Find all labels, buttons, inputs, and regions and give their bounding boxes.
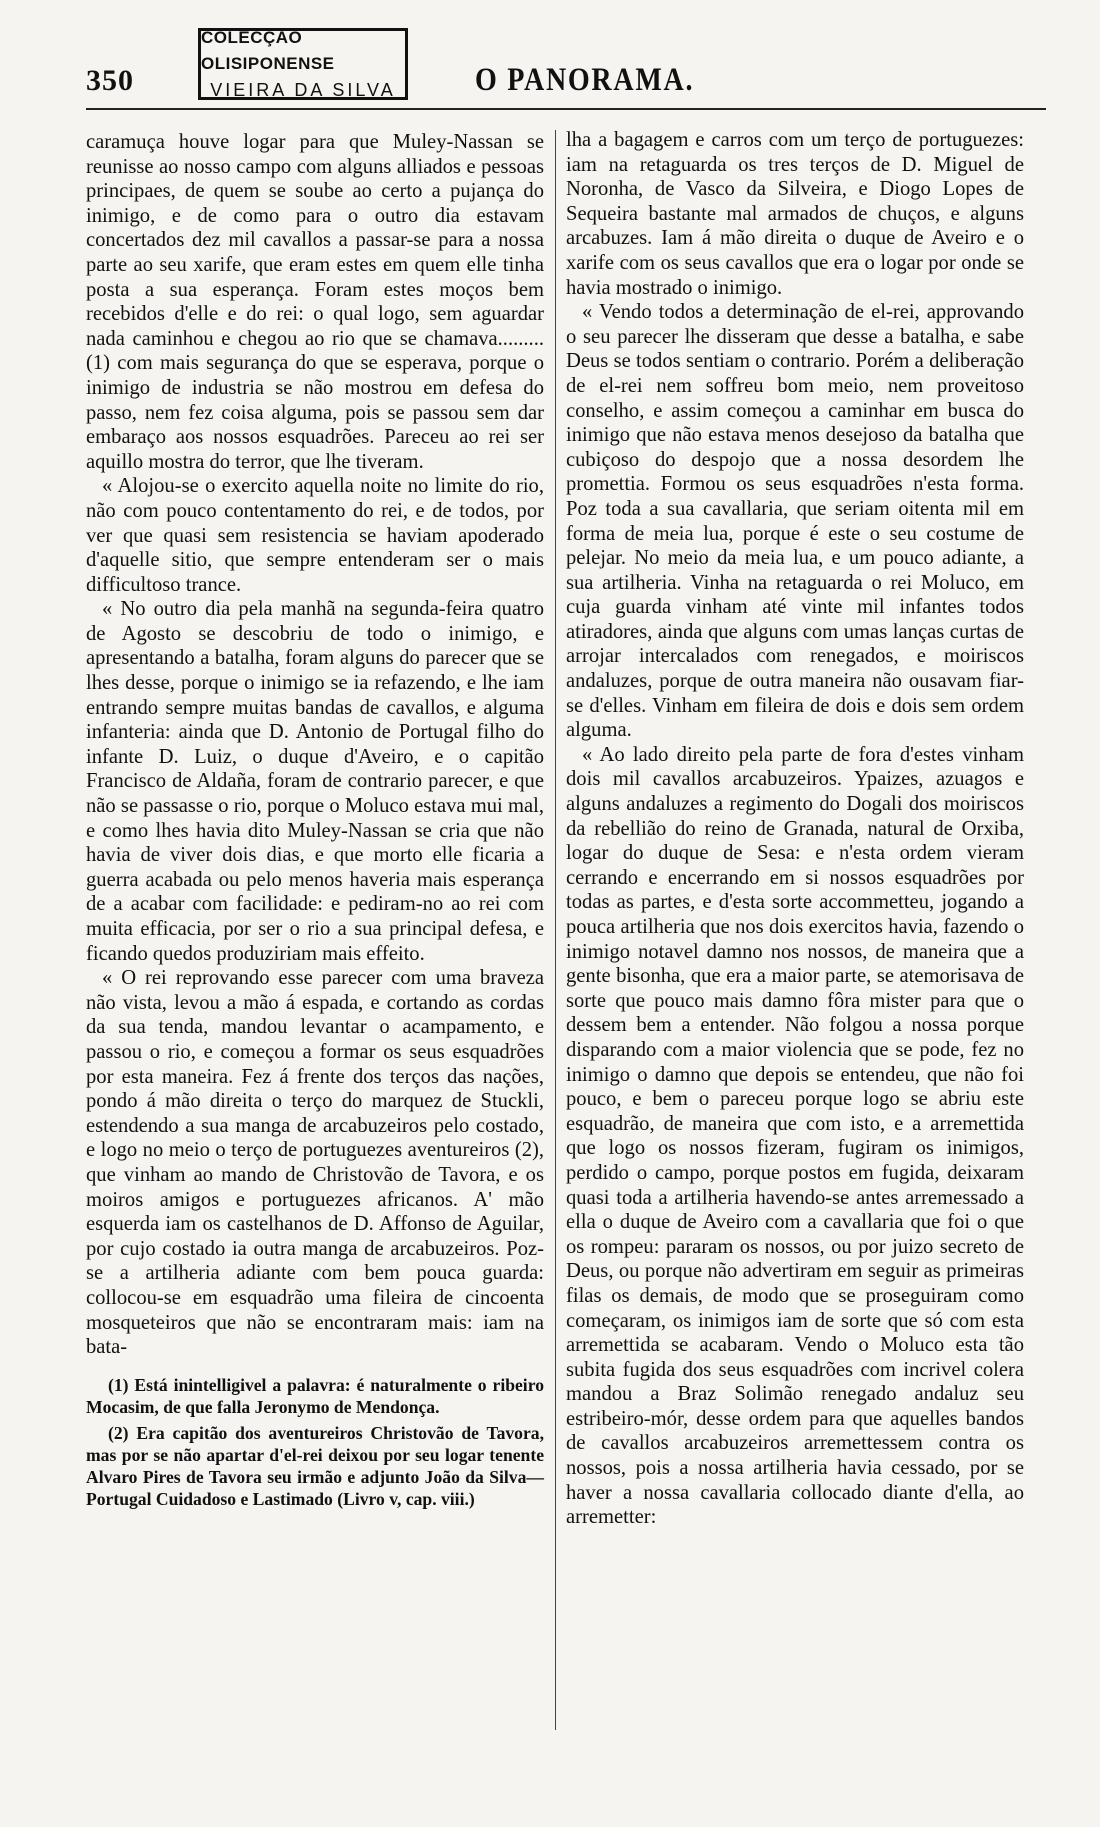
page-number: 350 [86, 64, 134, 97]
right-paragraph-2: « Vendo todos a determinação de el-rei, approvando o seu parecer lhe disseram que desse a batalha, e sabe Deus se todos sentiam o contrario. Porém a deliberação de el-rei nem soffreu bom meio, nem proveitoso conselho, e assim começou a caminhar em busca do inimigo que não estava menos desejoso da batalha que cubiçoso do despojo que a nossa desordem lhe promettia. Formou os seus esquadrões n'esta forma. Poz toda a sua cavallaria, que seriam oitenta mil em forma de meia lua, porque é este o seu costume de pelejar. No meio da meia lua, e um pouco adiante, a sua artilheria. Vinha na retaguarda o rei Moluco, em cuja guarda vinham até vinte mil infantes todos atiradores, ainda que alguns com umas lanças curtas de arrojar intercalados com renegados, e moiriscos andaluzes, porque de outra maneira não ousavam fiar-se d'elles. Vinham em fileira de dois e dois sem ordem alguma. [566, 301, 1024, 742]
footnote-1: (1) Está inintelligivel a palavra: é naturalmente o ribeiro Mocasim, de que falla Jeronymo de Mendonça. [86, 1374, 544, 1417]
stamp-line-2: VIEIRA DA SILVA [210, 80, 396, 100]
left-paragraph-4: « O rei reprovando esse parecer com uma braveza não vista, levou a mão á espada, e cortando as cordas da sua tenda, mandou levantar o acampamento, e passou o rio, e começou a formar os seus esquadrões por esta maneira. Fez á frente dos terços das nações, pondo á mão direita o terço do marquez de Stuckli, estendendo a sua manga de arcabuzeiros pelo costado, e logo no meio o terço de portuguezes aventureiros (2), que vinham ao mando de Christovão de Tavora, e os moiros amigos e portuguezes africanos. A' mão esquerda iam os castelhanos de D. Affonso de Aguilar, por cujo costado ia outra manga de arcabuzeiros. Poz-se a artilheria adiante com bem pouca guarda: collocou-se em esquadrão uma fileira de cincoenta mosqueteiros que não se encontraram mais: iam na bata- [86, 967, 544, 1359]
text-columns [86, 130, 1046, 1790]
right-paragraph-3: « Ao lado direito pela parte de fora d'estes vinham dois mil cavallos arcabuzeiros. Ypaizes, azuagos e alguns andaluzes a regimento do Dogali dos moiriscos da rebellião do reino de Granada, natural de Orxiba, logar do duque de Sesa: e n'esta ordem vieram cerrando e encerrando em si nossos esquadrões por todas as partes, e d'esta sorte accommetteu, jogando a pouca artilheria que nos dois exercitos havia, fazendo o inimigo notavel damno nos nossos, de maneira que a gente bisonha, que era a maior parte, se atemorisava de sorte que pouco mais damno fôra mister para que o dessem bem a entender. Não folgou a nossa porque disparando com a maior violencia que se pode, fez no inimigo o damno que depois se entendeu, que não foi pouco, e bem o pareceu porque logo se abriu este esquadrão, de maneira que com isto, e a arremettida que logo os nossos fizeram, fugiram os inimigos, perdido o campo, porque postos em fugida, deixaram quasi toda a artilheria havendo-se antes arremessado a ella o duque de Aveiro com a cavallaria que foi o que os rompeu: pararam os nossos, ou por juizo secreto de Deus, ou porque não advertiram em seguir as primeiras filas os demais, de modo que se proseguiram como começaram, os inimigos iam de sorte que só com esta arremettida se acabaram. Vendo o Moluco esta tão subita fugida dos seus esquadrões com incrivel colera mandou a Braz Solimão renegado andaluz seu estribeiro-mór, desse ordem para que aquelles bandos de cavallos arcabuzeiros arremettessem contra os nossos, pois a nossa artilheria havia cessado, por se haver a nossa cavallaria collocado diante d'ella, ao arremetter: [566, 743, 1024, 1529]
page-header [0, 28, 1100, 108]
journal-title: O PANORAMA. [475, 62, 695, 98]
left-column [86, 130, 544, 1514]
stamp-line-1: COLECÇÃO OLISIPONENSE [201, 28, 335, 73]
footnote-2: (2) Era capitão dos aventureiros Christovão de Tavora, mas por se não apartar d'el-rei deixou por seu logar tenente Alvaro Pires de Tavora seu irmão e adjunto João da Silva—Portugal Cuidadoso e Lastimado (Livro v, cap. viii.) [86, 1422, 544, 1509]
left-paragraph-1: caramuça houve logar para que Muley-Nassan se reunisse ao nosso campo com alguns alliados e pessoas principaes, de quem se soube ao certo a pujança do inimigo, e de como para o outro dia estavam concertados dez mil cavallos a passar-se para a nossa parte ao seu xarife, que eram estes em quem elle tinha posta a sua esperança. Foram estes moços bem recebidos d'elle e do rei: o qual logo, sem aguardar nada caminhou e chegou ao rio que se chamava.........(1) com mais segurança do que se esperava, porque o inimigo de industria se não mostrou em defesa do passo, nem fez coisa alguma, pois se passou sem dar embaraço aos nossos esquadrões. Pareceu ao rei ser aquillo mostra do terror, que lhe tiveram. [86, 131, 544, 473]
left-paragraph-2: « Alojou-se o exercito aquella noite no limite do rio, não com pouco contentamento do rei, e de todos, por ver que quasi sem resistencia se haviam apoderado d'aquelle sitio, que sempre entenderam ser o mais difficultoso trance. [86, 475, 544, 596]
header-rule [86, 108, 1046, 110]
column-divider [555, 130, 556, 1730]
footnotes [86, 1374, 544, 1510]
left-paragraph-3: « No outro dia pela manhã na segunda-feira quatro de Agosto se descobriu de todo o inimigo, e apresentando a batalha, foram alguns do parecer que se lhes desse, porque o inimigo se ia refazendo, e lhe iam entrando sempre muitas bandas de cavallos, e alguma infanteria: ainda que D. Antonio de Portugal filho do infante D. Luiz, o duque d'Aveiro, e o capitão Francisco de Aldaña, foram de contrario parecer, e que não se passasse o rio, porque o Moluco estava mui mal, e como lhes havia dito Muley-Nassan se cria que não havia de viver dois dias, e que morto elle ficaria a guerra acabada ou pelo menos haveria mais esperança de a acabar com facilidade: e pediram-no ao rei com muita efficacia, por ser o rio a sua principal defesa, e ficando quedos produziriam mais effeito. [86, 598, 544, 965]
right-paragraph-1: lha a bagagem e carros com um terço de portuguezes: iam na retaguarda os tres terços de D. Miguel de Noronha, de Vasco da Silveira, e Diogo Lopes de Sequeira bastante mal armados de chuços, e alguns arcabuzes. Iam á mão direita o duque de Aveiro e o xarife com os seus cavallos que era o logar por onde se havia mostrado o inimigo. [566, 129, 1024, 299]
collection-stamp [198, 28, 408, 100]
right-column [566, 128, 1024, 1530]
